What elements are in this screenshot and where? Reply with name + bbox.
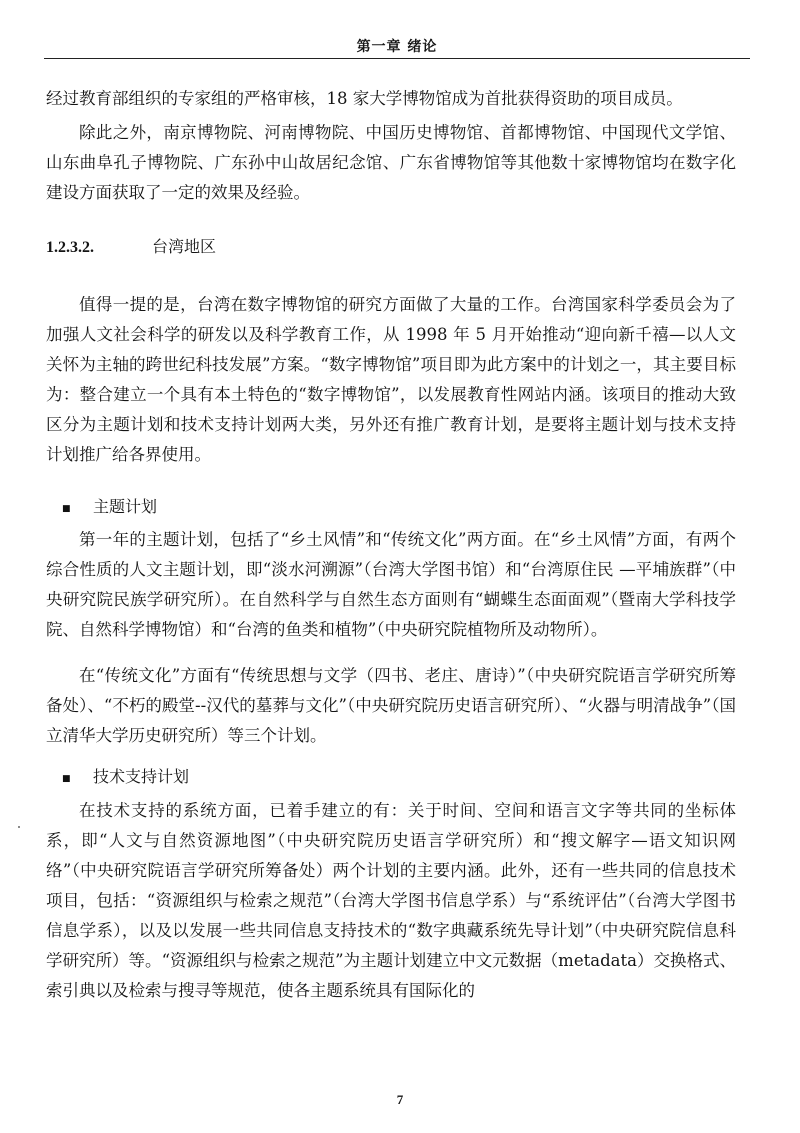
page-number: 7 xyxy=(396,1092,404,1107)
bullet-item-tech-support xyxy=(62,762,189,792)
paragraph-tech-support: 在技术支持的系统方面，已着手建立的有：关于时间、空间和语言文字等共同的坐标体系，即“人文与自然资源地图”（中央研究院历史语言学研究所）和“搜文解字—语文知识网络”（中央研究院语言学研究所筹备处）两个计划的主要内涵。此外，还有一些共同的信息技术项目，包括：“资源组织与检索之规范”（台湾大学图书信息学系）与“系统评估”（台湾大学图书信息学系），以及以发展一些共同信息支持技术的“数字典藏系统先导计划”（中央研究院信息科学研究所）等。“资源组织与检索之规范”为主题计划建立中文元数据（metadata）交换格式、索引典以及检索与搜寻等规范，使各主题系统具有国际化的 xyxy=(46,801,736,1000)
paragraph-taiwan-intro: 值得一提的是，台湾在数字博物馆的研究方面做了大量的工作。台湾国家科学委员会为了加强人文社会科学的研发以及科学教育工作，从 1998 年 5 月开始推动“迎向新千禧—以人文关怀为主轴的跨世纪科技发展”方案。“数字博物馆”项目即为此方案中的计划之一，其主要目标为：整合建立一个具有本土特色的“数字博物馆”，以发展教育性网站内涵。该项目的推动大致区分为主题计划和技术支持计划两大类，另外还有推广教育计划，是要将主题计划与技术支持计划推广给各界使用。 xyxy=(46,295,736,464)
square-bullet-icon: ■ xyxy=(62,504,71,514)
scan-speck xyxy=(18,826,20,828)
section-heading xyxy=(46,232,216,263)
paragraph-other-museums: 除此之外，南京博物院、河南博物院、中国历史博物馆、首都博物馆、中国现代文学馆、山东曲阜孔子博物院、广东孙中山故居纪念馆、广东省博物馆等其他数十家博物馆均在数字化建设方面获取了一定的效果及经验。 xyxy=(46,123,736,202)
running-header: 第一章 绪论 xyxy=(356,39,438,55)
header-divider xyxy=(44,58,750,59)
paragraph-continuation: 经过教育部组织的专家组的严格审核，18 家大学博物馆成为首批获得资助的项目成员。 xyxy=(46,89,683,108)
square-bullet-icon: ■ xyxy=(62,774,71,784)
bullet-item-theme-plan xyxy=(62,492,157,522)
bullet-label: 主题计划 xyxy=(93,497,158,516)
section-title: 台湾地区 xyxy=(152,237,217,256)
paragraph-theme-plan: 第一年的主题计划，包括了“乡土风情”和“传统文化”两方面。在“乡土风情”方面，有两个综合性质的人文主题计划，即“淡水河溯源”（台湾大学图书馆）和“台湾原住民 —平埔族群”（中央研究院民族学研究所）。在自然科学与自然生态方面则有“蝴蝶生态面面观”（暨南大学科技学院、自然科学博物馆）和“台湾的鱼类和植物”（中央研究院植物所及动物所）。 xyxy=(46,530,736,639)
section-number: 1.2.3.2. xyxy=(46,239,94,256)
paragraph-traditional-culture: 在“传统文化”方面有“传统思想与文学（四书、老庄、唐诗）”（中央研究院语言学研究所筹备处）、“不朽的殿堂--汉代的墓葬与文化”（中央研究院历史语言研究所）、“火器与明清战争”（国立清华大学历史研究所）等三个计划。 xyxy=(46,666,736,745)
bullet-label: 技术支持计划 xyxy=(93,767,190,786)
